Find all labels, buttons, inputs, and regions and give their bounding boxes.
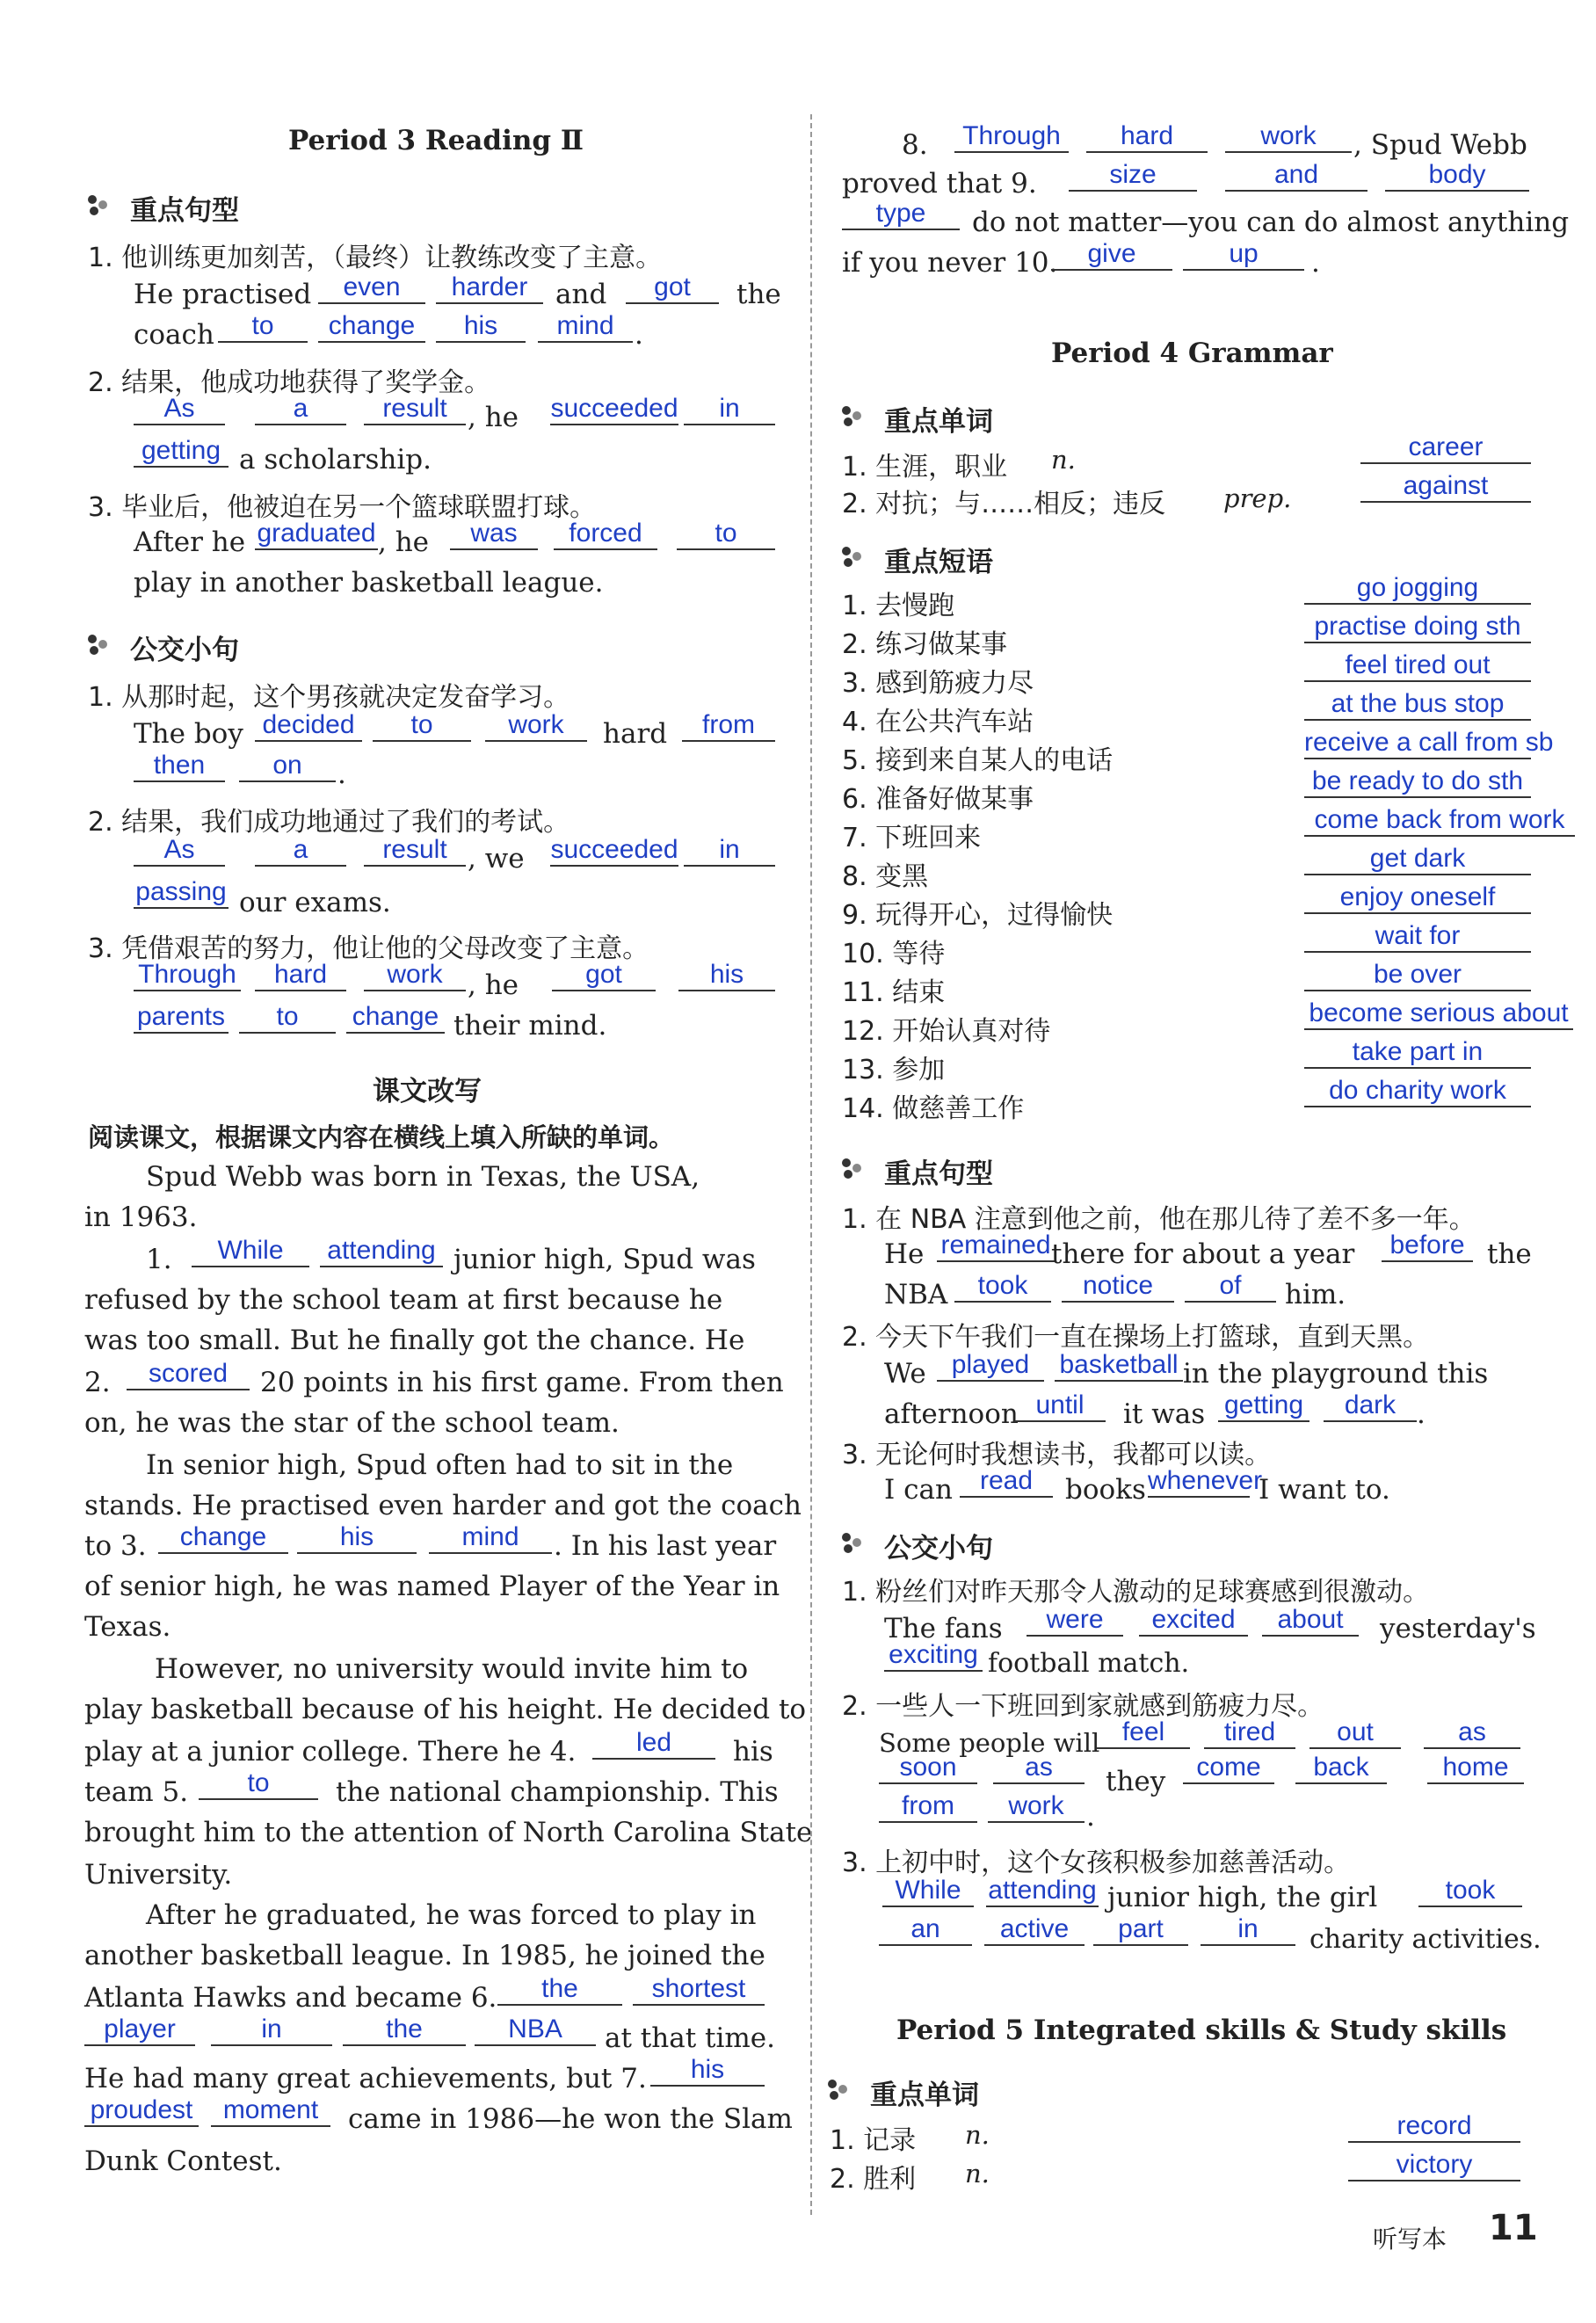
- sentence-text: the: [736, 279, 781, 310]
- passage-line: He had many great achievements, but 7.: [84, 2063, 647, 2094]
- answer-blank[interactable]: excited: [1139, 1605, 1248, 1637]
- answer-blank[interactable]: work: [1225, 121, 1352, 153]
- answer-blank[interactable]: an: [879, 1914, 972, 1946]
- answer-blank[interactable]: in: [684, 835, 775, 867]
- answer-blank[interactable]: record: [1348, 2111, 1520, 2143]
- passage-line: Dunk Contest.: [84, 2145, 282, 2177]
- answer-blank[interactable]: work: [485, 710, 587, 742]
- passage-line: in 1963.: [84, 1201, 198, 1233]
- section-bullet-icon: [842, 406, 863, 427]
- passage-line: University.: [84, 1859, 233, 1891]
- answer-blank[interactable]: out: [1309, 1717, 1401, 1749]
- answer-blank[interactable]: passing: [134, 877, 229, 909]
- phrase-cn: 6. 准备好做某事: [842, 784, 1034, 815]
- sentence-text: him.: [1285, 1279, 1346, 1310]
- answer-blank[interactable]: Through: [954, 121, 1069, 153]
- answer-blank[interactable]: the: [343, 2014, 466, 2046]
- section-heading: 公交小句: [130, 635, 239, 666]
- passage-line: 1.: [146, 1244, 172, 1275]
- passage-line: team 5.: [84, 1776, 189, 1808]
- vocab-cn: 1. 记录: [830, 2125, 917, 2156]
- sentence-text: football match.: [988, 1648, 1190, 1679]
- passage-line: proved that 9.: [842, 168, 1037, 200]
- answer-blank[interactable]: change: [318, 311, 425, 343]
- answer-blank[interactable]: his: [678, 960, 775, 991]
- passage-line: his: [733, 1736, 773, 1768]
- answer-blank[interactable]: to: [199, 1768, 318, 1800]
- passage-line: on, he was the star of the school team.: [84, 1407, 620, 1439]
- answer-blank[interactable]: active: [984, 1914, 1085, 1946]
- sentence-text: He practised: [134, 279, 312, 310]
- answer-blank[interactable]: mind: [538, 311, 633, 343]
- answer-blank[interactable]: player: [84, 2014, 195, 2046]
- passage-line: the national championship. This: [336, 1776, 779, 1808]
- sentence-text: and: [555, 279, 607, 310]
- answer-blank[interactable]: in: [1201, 1914, 1295, 1946]
- answer-blank[interactable]: got: [552, 960, 656, 991]
- answer-blank[interactable]: dark: [1324, 1390, 1417, 1422]
- sentence-cn: 1. 从那时起，这个男孩就决定发奋学习。: [88, 682, 570, 713]
- period4-title: Period 4 Grammar: [1051, 338, 1333, 369]
- answer-blank[interactable]: were: [1027, 1605, 1123, 1637]
- answer-blank[interactable]: succeeded: [550, 835, 678, 867]
- passage-line: 8.: [902, 129, 928, 161]
- answer-blank[interactable]: hard: [255, 960, 346, 991]
- answer-blank[interactable]: As: [134, 394, 225, 425]
- sentence-text: charity activities.: [1309, 1924, 1542, 1955]
- sentence-text: I want to.: [1259, 1474, 1390, 1506]
- answer-blank[interactable]: from: [879, 1791, 977, 1823]
- phrase-cn: 4. 在公共汽车站: [842, 707, 1034, 737]
- answer-blank[interactable]: attending: [986, 1876, 1099, 1907]
- phrase-cn: 3. 感到筋疲力尽: [842, 668, 1034, 699]
- answer-blank[interactable]: attending: [320, 1236, 443, 1267]
- answer-blank[interactable]: his: [436, 311, 526, 343]
- answer-blank[interactable]: until: [1014, 1390, 1106, 1422]
- answer-blank[interactable]: be ready to do sth: [1304, 766, 1531, 798]
- footer-label: 听写本: [1373, 2225, 1447, 2254]
- answer-blank[interactable]: While: [192, 1236, 309, 1267]
- sentence-cn: 2. 结果，我们成功地通过了我们的考试。: [88, 807, 570, 838]
- passage-line: play basketball because of his height. He decided to: [84, 1694, 807, 1725]
- answer-blank[interactable]: part: [1093, 1914, 1188, 1946]
- sentence-text: After he: [134, 526, 246, 558]
- passage-line: at that time.: [605, 2022, 775, 2054]
- sentence-cn: 1. 他训练更加刻苦，（最终）让教练改变了主意。: [88, 243, 663, 273]
- period5-title: Period 5 Integrated skills & Study skills: [896, 2014, 1507, 2046]
- vocab-pos: prep.: [1223, 483, 1292, 513]
- section-heading: 重点句型: [130, 195, 239, 227]
- answer-blank[interactable]: enjoy oneself: [1304, 882, 1531, 914]
- sentence-text: their mind.: [453, 1010, 607, 1042]
- answer-blank[interactable]: on: [239, 751, 336, 782]
- answer-blank[interactable]: While: [882, 1876, 974, 1907]
- sentence-text: I can: [884, 1474, 953, 1506]
- answer-blank[interactable]: size: [1069, 160, 1197, 192]
- section-bullet-icon: [842, 1533, 863, 1554]
- answer-blank[interactable]: result: [364, 835, 466, 867]
- answer-blank[interactable]: work: [364, 960, 466, 991]
- answer-blank[interactable]: moment: [211, 2095, 330, 2127]
- passage-line: , Spud Webb: [1353, 129, 1527, 161]
- answer-blank[interactable]: getting: [134, 436, 229, 468]
- passage-line: Atlanta Hawks and became 6.: [84, 1982, 497, 2014]
- answer-blank[interactable]: As: [134, 835, 225, 867]
- passage-line: do not matter—you can do almost anything: [972, 207, 1570, 238]
- answer-blank[interactable]: be over: [1304, 960, 1531, 991]
- answer-blank[interactable]: Through: [134, 960, 241, 991]
- answer-blank[interactable]: whenever: [1148, 1466, 1250, 1498]
- answer-blank[interactable]: read: [960, 1466, 1053, 1498]
- vocab-cn: 1. 生涯，职业: [842, 452, 1008, 483]
- answer-blank[interactable]: hard: [1086, 121, 1208, 153]
- sentence-text: afternoon: [884, 1398, 1019, 1430]
- answer-blank[interactable]: of: [1185, 1271, 1276, 1303]
- sentence-text: , he: [468, 402, 519, 433]
- answer-blank[interactable]: and: [1225, 160, 1367, 192]
- answer-blank[interactable]: took: [1418, 1876, 1522, 1907]
- answer-blank[interactable]: getting: [1218, 1390, 1309, 1422]
- passage-line: to 3.: [84, 1530, 147, 1562]
- vocab-cn: 2. 胜利: [830, 2164, 917, 2195]
- answer-blank[interactable]: up: [1183, 239, 1304, 271]
- passage-line: In senior high, Spud often had to sit in the: [146, 1449, 734, 1481]
- sentence-cn: 2. 今天下午我们一直在操场上打篮球，直到天黑。: [842, 1322, 1430, 1353]
- answer-blank[interactable]: succeeded: [550, 394, 678, 425]
- answer-blank[interactable]: a: [255, 394, 346, 425]
- answer-blank[interactable]: about: [1262, 1605, 1359, 1637]
- section-heading: 公交小句: [884, 1533, 993, 1564]
- passage-line: . In his last year: [554, 1530, 777, 1562]
- passage-line: brought him to the attention of North Carolina State: [84, 1817, 813, 1848]
- answer-blank[interactable]: harder: [436, 272, 543, 304]
- sentence-text: yesterday's: [1380, 1613, 1536, 1644]
- answer-blank[interactable]: his: [297, 1522, 417, 1554]
- sentence-text: they: [1106, 1766, 1166, 1797]
- section-bullet-icon: [842, 547, 863, 568]
- answer-blank[interactable]: home: [1427, 1753, 1524, 1784]
- sentence-text: it was: [1123, 1398, 1206, 1430]
- answer-blank[interactable]: decided: [255, 710, 362, 742]
- sentence-text: The fans: [884, 1613, 1003, 1644]
- sentence-text: Some people will: [879, 1728, 1100, 1758]
- answer-blank[interactable]: the: [497, 1974, 622, 2006]
- answer-blank[interactable]: proudest: [84, 2095, 199, 2127]
- passage-line: Spud Webb was born in Texas, the USA,: [146, 1161, 700, 1193]
- sentence-text: there for about a year: [1051, 1238, 1355, 1270]
- answer-blank[interactable]: work: [988, 1791, 1085, 1823]
- answer-blank[interactable]: practise doing sth: [1304, 612, 1531, 643]
- passage-line: stands. He practised even harder and got the coach: [84, 1490, 802, 1521]
- passage-line: However, no university would invite him to: [155, 1653, 749, 1685]
- passage-line: was too small. But he finally got the chance. He: [84, 1325, 745, 1356]
- column-divider: [810, 114, 812, 2215]
- sentence-text: the: [1487, 1238, 1532, 1270]
- phrase-cn: 10. 等待: [842, 939, 946, 969]
- answer-blank[interactable]: his: [650, 2055, 765, 2087]
- answer-blank[interactable]: wait for: [1304, 921, 1531, 953]
- passage-line: if you never 10.: [842, 247, 1058, 279]
- period3-title: Period 3 Reading Ⅱ: [288, 125, 584, 156]
- answer-blank[interactable]: notice: [1062, 1271, 1174, 1303]
- answer-blank[interactable]: graduated: [255, 519, 378, 550]
- answer-blank[interactable]: got: [626, 272, 719, 304]
- answer-blank[interactable]: led: [592, 1728, 715, 1760]
- section-heading: 重点单词: [884, 406, 993, 438]
- answer-blank[interactable]: victory: [1348, 2150, 1520, 2181]
- answer-blank[interactable]: body: [1385, 160, 1529, 192]
- section-bullet-icon: [88, 635, 109, 656]
- sentence-text: coach: [134, 319, 214, 351]
- passage-line: Texas.: [84, 1611, 171, 1643]
- answer-blank[interactable]: change: [346, 1002, 445, 1034]
- answer-blank[interactable]: to: [239, 1002, 336, 1034]
- answer-blank[interactable]: soon: [879, 1753, 977, 1784]
- passage-line: 20 points in his first game. From then: [260, 1367, 784, 1398]
- section-heading: 重点短语: [884, 547, 993, 578]
- answer-blank[interactable]: change: [158, 1522, 288, 1554]
- sentence-cn: 1. 粉丝们对昨天那令人激动的足球赛感到很激动。: [842, 1577, 1430, 1608]
- phrase-cn: 14. 做慈善工作: [842, 1093, 1025, 1124]
- phrase-cn: 9. 玩得开心，过得愉快: [842, 900, 1114, 931]
- answer-blank[interactable]: even: [318, 272, 425, 304]
- passage-line: came in 1986—he won the Slam: [348, 2103, 793, 2135]
- section-heading: 重点句型: [884, 1158, 993, 1190]
- phrase-cn: 1. 去慢跑: [842, 591, 955, 621]
- answer-blank[interactable]: before: [1382, 1230, 1473, 1262]
- sentence-text: , we: [468, 843, 525, 875]
- answer-blank[interactable]: result: [364, 394, 466, 425]
- phrase-cn: 8. 变黑: [842, 861, 929, 892]
- sentence-text: , he: [468, 969, 519, 1001]
- passage-line: refused by the school team at first because he: [84, 1284, 723, 1316]
- section-bullet-icon: [88, 195, 109, 216]
- sentence-text: our exams.: [239, 887, 391, 918]
- sentence-text: NBA: [884, 1279, 948, 1310]
- passage-line: of senior high, he was named Player of the Year in: [84, 1571, 780, 1602]
- answer-blank[interactable]: at the bus stop: [1304, 689, 1531, 721]
- answer-blank[interactable]: career: [1360, 432, 1531, 464]
- sentence-cn: 1. 在 NBA 注意到他之前，他在那儿待了差不多一年。: [842, 1204, 1476, 1235]
- section-heading-centered: 课文改写: [373, 1076, 482, 1107]
- section-bullet-icon: [842, 1158, 863, 1180]
- answer-blank[interactable]: parents: [134, 1002, 229, 1034]
- answer-blank[interactable]: then: [134, 751, 225, 782]
- answer-blank[interactable]: against: [1360, 471, 1531, 503]
- vocab-pos: n.: [1051, 445, 1076, 475]
- sentence-text: in the playground this: [1183, 1358, 1489, 1390]
- passage-line: After he graduated, he was forced to play in: [146, 1899, 757, 1931]
- answer-blank[interactable]: played: [937, 1350, 1044, 1382]
- phrase-cn: 5. 接到来自某人的电话: [842, 745, 1114, 776]
- answer-blank[interactable]: exciting: [884, 1640, 983, 1672]
- sentence-text: , he: [378, 526, 430, 558]
- answer-blank[interactable]: come: [1183, 1753, 1274, 1784]
- sentence-cn: 2. 一些人一下班回到家就感到筋疲力尽。: [842, 1691, 1324, 1722]
- section-heading: 重点单词: [870, 2080, 979, 2111]
- answer-blank[interactable]: a: [255, 835, 346, 867]
- answer-blank[interactable]: feel: [1097, 1717, 1190, 1749]
- answer-blank[interactable]: go jogging: [1304, 573, 1531, 605]
- answer-blank[interactable]: was: [450, 519, 538, 550]
- vocab-pos: n.: [965, 2120, 990, 2150]
- sentence-cn: 3. 凭借艰苦的努力，他让他的父母改变了主意。: [88, 933, 649, 964]
- sentence-text: We: [884, 1358, 926, 1390]
- answer-blank[interactable]: forced: [554, 519, 657, 550]
- sentence-text: a scholarship.: [239, 444, 432, 475]
- answer-blank[interactable]: come back from work: [1304, 805, 1575, 837]
- answer-blank[interactable]: shortest: [633, 1974, 765, 2006]
- sentence-cn: 3. 上初中时，这个女孩积极参加慈善活动。: [842, 1848, 1351, 1878]
- vocab-cn: 2. 对抗；与……相反；违反: [842, 489, 1166, 519]
- answer-blank[interactable]: scored: [127, 1359, 250, 1390]
- answer-blank[interactable]: to: [373, 710, 471, 742]
- sentence-cn: 3. 无论何时我想读书，我都可以读。: [842, 1440, 1272, 1470]
- vocab-pos: n.: [965, 2159, 990, 2189]
- sentence-cn: 3. 毕业后，他被迫在另一个篮球联盟打球。: [88, 492, 597, 523]
- answer-blank[interactable]: become serious about: [1304, 998, 1573, 1030]
- sentence-text: He: [884, 1238, 925, 1270]
- sentence-text: hard: [603, 718, 668, 750]
- sentence-text: junior high, the girl: [1107, 1882, 1378, 1913]
- answer-blank[interactable]: do charity work: [1304, 1076, 1531, 1107]
- answer-blank[interactable]: back: [1295, 1753, 1387, 1784]
- answer-blank[interactable]: in: [211, 2014, 332, 2046]
- answer-blank[interactable]: in: [684, 394, 775, 425]
- answer-blank[interactable]: receive a call from sb: [1304, 728, 1531, 759]
- passage-line: 2.: [84, 1367, 111, 1398]
- answer-blank[interactable]: as: [993, 1753, 1085, 1784]
- sentence-cn: 2. 结果，他成功地获得了奖学金。: [88, 367, 491, 398]
- answer-blank[interactable]: NBA: [475, 2014, 596, 2046]
- page-number: 11: [1489, 2208, 1538, 2248]
- answer-blank[interactable]: feel tired out: [1304, 650, 1531, 682]
- answer-blank[interactable]: from: [682, 710, 775, 742]
- section-bullet-icon: [828, 2080, 849, 2101]
- passage-line: junior high, Spud was: [453, 1244, 756, 1275]
- sentence-text: play in another basketball league.: [134, 567, 604, 599]
- answer-blank[interactable]: get dark: [1304, 844, 1531, 875]
- answer-blank[interactable]: to: [218, 311, 308, 343]
- phrase-cn: 12. 开始认真对待: [842, 1016, 1051, 1047]
- phrase-cn: 7. 下班回来: [842, 823, 982, 853]
- answer-blank[interactable]: give: [1051, 239, 1172, 271]
- answer-blank[interactable]: took: [954, 1271, 1051, 1303]
- sentence-text: The boy: [134, 718, 243, 750]
- answer-blank[interactable]: tired: [1204, 1717, 1295, 1749]
- answer-blank[interactable]: type: [842, 199, 960, 230]
- answer-blank[interactable]: remained: [937, 1230, 1055, 1262]
- answer-blank[interactable]: as: [1424, 1717, 1520, 1749]
- passage-line: play at a junior college. There he 4.: [84, 1736, 577, 1768]
- answer-blank[interactable]: mind: [429, 1522, 552, 1554]
- phrase-cn: 13. 参加: [842, 1055, 946, 1085]
- answer-blank[interactable]: to: [677, 519, 775, 550]
- answer-blank[interactable]: basketball: [1055, 1350, 1183, 1382]
- instruction: 阅读课文，根据课文内容在横线上填入所缺的单词。: [88, 1122, 675, 1152]
- passage-line: another basketball league. In 1985, he joined the: [84, 1940, 765, 1971]
- sentence-text: books: [1065, 1474, 1146, 1506]
- answer-blank[interactable]: take part in: [1304, 1037, 1531, 1069]
- phrase-cn: 2. 练习做某事: [842, 629, 1008, 660]
- phrase-cn: 11. 结束: [842, 977, 946, 1008]
